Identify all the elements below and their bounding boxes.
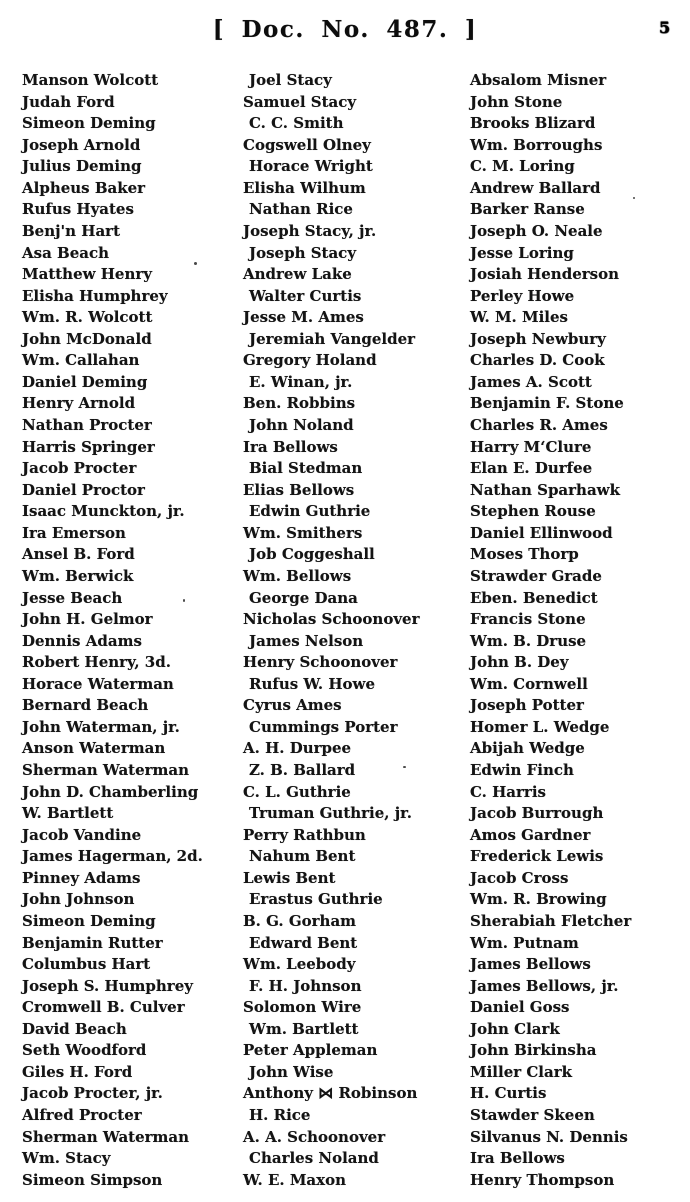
name-entry: Anthony ⋈ Robinson: [243, 1084, 418, 1103]
name-entry: Simeon Simpson: [22, 1170, 163, 1189]
name-entry: Jesse M. Ames: [243, 308, 364, 327]
name-entry: Wm. Bellows: [243, 566, 352, 585]
name-entry: Jesse Beach: [22, 588, 123, 607]
name-entry: Harris Springer: [22, 437, 155, 456]
name-entry: Jacob Burrough: [470, 804, 604, 823]
name-entry: A. H. Durpee: [243, 739, 352, 758]
name-entry: Anson Waterman: [22, 739, 166, 758]
name-entry: Wm. Stacy: [22, 1149, 111, 1168]
name-entry: Elias Bellows: [243, 480, 355, 499]
name-entry: Joseph O. Neale: [470, 221, 603, 240]
name-entry: Daniel Ellinwood: [470, 523, 613, 542]
name-entry: Sherman Waterman: [22, 761, 190, 779]
name-entry: Ira Bellows: [243, 437, 338, 456]
name-entry: E. Winan, jr.: [249, 372, 353, 391]
name-entry: Ansel B. Ford: [22, 545, 135, 564]
name-entry: Wm. Putnam: [470, 933, 579, 952]
name-entry: Charles Noland: [249, 1149, 379, 1168]
name-entry: W. Bartlett: [22, 804, 114, 823]
name-entry: David Beach: [22, 1019, 127, 1038]
name-entry: H. Curtis: [470, 1084, 547, 1103]
name-entry: Absalom Misner: [470, 71, 607, 89]
name-entry: Jesse Loring: [470, 243, 574, 262]
name-entry: Benj'n Hart: [22, 221, 120, 240]
name-entry: John D. Chamberling: [22, 782, 199, 801]
name-entry: Joseph Newbury: [470, 329, 606, 348]
name-entry: James Bellows: [470, 955, 591, 974]
name-entry: Andrew Lake: [243, 265, 352, 284]
name-entry: Peter Appleman: [243, 1041, 378, 1060]
name-entry: Truman Guthrie, jr.: [249, 804, 412, 823]
name-entry: Cummings Porter: [249, 717, 398, 736]
name-entry: Joseph Stacy, jr.: [243, 221, 377, 240]
name-entry: Stawder Skeen: [470, 1106, 595, 1124]
name-entry: Daniel Proctor: [22, 480, 145, 499]
name-entry: Wm. Leebody: [243, 955, 356, 974]
name-entry: Harry M‘Clure: [470, 437, 592, 456]
name-entry: Wm. Smithers: [243, 523, 363, 542]
name-entry: A. A. Schoonover: [243, 1127, 386, 1146]
name-entry: Bial Stedman: [249, 459, 363, 478]
name-entry: George Dana: [249, 588, 358, 607]
name-entry: F. H. Johnson: [249, 976, 362, 995]
name-entry: Jacob Cross: [470, 868, 569, 887]
name-entry: Nathan Procter: [22, 416, 152, 434]
name-entry: John Clark: [470, 1019, 560, 1038]
name-entry: Joseph S. Humphrey: [22, 976, 193, 995]
name-entry: John Birkinsha: [470, 1041, 597, 1060]
name-entry: Edwin Finch: [470, 761, 574, 779]
name-entry: Homer L. Wedge: [470, 717, 610, 736]
name-entry: C. L. Guthrie: [243, 782, 351, 801]
name-entry: Dennis Adams: [22, 631, 142, 650]
name-entry: Strawder Grade: [470, 566, 602, 585]
name-entry: Wm. Callahan: [22, 351, 140, 370]
name-entry: Wm. Berwick: [22, 566, 134, 585]
name-entry: Joseph Potter: [470, 696, 584, 715]
name-entry: Frederick Lewis: [470, 847, 604, 866]
name-entry: Abijah Wedge: [470, 739, 585, 758]
name-entry: C. M. Loring: [470, 157, 575, 176]
name-entry: Henry Thompson: [470, 1170, 615, 1189]
name-entry: Alfred Procter: [22, 1106, 142, 1124]
name-entry: Rufus W. Howe: [249, 674, 375, 693]
name-entry: Rufus Hyates: [22, 200, 134, 219]
name-entry: Ben. Robbins: [243, 394, 356, 413]
name-entry: Asa Beach: [22, 243, 110, 262]
name-entry: Wm. Borroughs: [470, 135, 603, 154]
name-entry: Stephen Rouse: [470, 502, 596, 521]
name-entry: Wm. Cornwell: [470, 674, 588, 693]
name-entry: Daniel Goss: [470, 998, 570, 1017]
name-entry: Perry Rathbun: [243, 825, 366, 844]
name-entry: John Wise: [249, 1062, 334, 1081]
name-entry: John Waterman, jr.: [22, 717, 180, 736]
name-entry: John B. Dey: [470, 653, 569, 672]
page-number: 5: [658, 18, 670, 37]
name-entry: Pinney Adams: [22, 868, 141, 887]
name-entry: Silvanus N. Dennis: [470, 1127, 628, 1146]
name-entry: Ira Emerson: [22, 523, 126, 542]
name-entry: Gregory Holand: [243, 351, 377, 370]
name-entry: Manson Wolcott: [22, 71, 159, 89]
name-entry: Sherabiah Fletcher: [470, 911, 632, 930]
name-entry: Francis Stone: [470, 610, 586, 629]
name-entry: Andrew Ballard: [470, 178, 601, 197]
name-entry: Seth Woodford: [22, 1041, 147, 1060]
name-entry: Giles H. Ford: [22, 1062, 133, 1081]
ink-speck: [194, 262, 197, 265]
name-entry: Cromwell B. Culver: [22, 998, 185, 1017]
name-entry: Job Coggeshall: [249, 545, 375, 564]
name-entry: Z. B. Ballard: [249, 761, 356, 779]
name-entry: Edward Bent: [249, 933, 358, 952]
name-entry: Wm. Bartlett: [249, 1019, 359, 1038]
name-entry: Columbus Hart: [22, 955, 151, 974]
name-entry: Sherman Waterman: [22, 1127, 190, 1146]
name-entry: Brooks Blizard: [470, 114, 596, 133]
name-entry: Amos Gardner: [470, 825, 591, 844]
name-entry: C. Harris: [470, 782, 546, 801]
name-entry: Samuel Stacy: [243, 92, 357, 111]
name-entry: Joseph Arnold: [22, 135, 141, 154]
name-entry: Horace Wright: [249, 157, 373, 176]
name-entry: Elisha Wilhum: [243, 178, 366, 197]
name-entry: Nathan Sparhawk: [470, 480, 620, 499]
name-entry: W. M. Miles: [470, 308, 568, 327]
name-entry: Alpheus Baker: [22, 178, 146, 197]
name-entry: John Noland: [249, 416, 354, 434]
name-entry: Jacob Procter, jr.: [22, 1084, 163, 1103]
name-entry: W. E. Maxon: [243, 1170, 347, 1189]
name-entry: C. C. Smith: [249, 114, 344, 133]
name-entry: H. Rice: [249, 1106, 311, 1124]
name-entry: Horace Waterman: [22, 674, 174, 693]
name-entry: Wm. R. Wolcott: [22, 308, 153, 327]
name-entry: James Bellows, jr.: [470, 976, 619, 995]
name-entry: Nahum Bent: [249, 847, 356, 866]
name-entry: Perley Howe: [470, 286, 575, 305]
name-entry: John Johnson: [22, 890, 135, 909]
name-entry: Daniel Deming: [22, 372, 148, 391]
name-entry: Josiah Henderson: [470, 265, 620, 284]
doc-number-heading: [ Doc. No. 487. ]: [212, 16, 478, 43]
name-entry: B. G. Gorham: [243, 911, 357, 930]
name-entry: John McDonald: [22, 329, 152, 348]
name-entry: James Hagerman, 2d.: [22, 847, 203, 866]
name-entry: Isaac Munckton, jr.: [22, 502, 185, 521]
name-entry: Miller Clark: [470, 1062, 573, 1081]
name-entry: Joel Stacy: [249, 71, 332, 89]
name-entry: Edwin Guthrie: [249, 502, 371, 521]
name-entry: Erastus Guthrie: [249, 890, 383, 909]
name-entry: Eben. Benedict: [470, 588, 598, 607]
ink-speck: [403, 766, 406, 768]
name-entry: Elisha Humphrey: [22, 286, 168, 305]
name-entry: Nathan Rice: [249, 200, 353, 219]
name-entry: Simeon Deming: [22, 114, 156, 133]
name-entry: Lewis Bent: [243, 868, 336, 887]
name-entry: Nicholas Schoonover: [243, 610, 420, 629]
name-entry: Jeremiah Vangelder: [249, 329, 416, 348]
name-entry: Ira Bellows: [470, 1149, 565, 1168]
name-entry: Jacob Vandine: [22, 825, 142, 844]
name-entry: Simeon Deming: [22, 911, 156, 930]
ink-speck: [633, 197, 635, 199]
name-entry: Judah Ford: [22, 92, 115, 111]
name-entry: Henry Schoonover: [243, 653, 398, 672]
name-entry: Matthew Henry: [22, 265, 153, 284]
name-entry: Joseph Stacy: [249, 243, 357, 262]
name-entry: Solomon Wire: [243, 998, 362, 1017]
name-entry: James A. Scott: [470, 372, 592, 391]
name-entry: Wm. R. Browing: [470, 890, 607, 909]
name-entry: Robert Henry, 3d.: [22, 653, 171, 672]
name-entry: Bernard Beach: [22, 696, 149, 715]
name-entry: Benjamin Rutter: [22, 933, 163, 952]
name-entry: Walter Curtis: [249, 286, 362, 305]
name-entry: Barker Ranse: [470, 200, 585, 219]
name-entry: John H. Gelmor: [22, 610, 153, 629]
name-entry: James Nelson: [249, 631, 364, 650]
ink-speck: [183, 599, 185, 602]
name-entry: Jacob Procter: [22, 459, 137, 478]
name-entry: Elan E. Durfee: [470, 459, 593, 478]
name-entry: Henry Arnold: [22, 394, 136, 413]
name-entry: Wm. B. Druse: [470, 631, 587, 650]
name-entry: Charles D. Cook: [470, 351, 605, 370]
name-entry: Benjamin F. Stone: [470, 394, 624, 413]
name-entry: John Stone: [470, 92, 563, 111]
name-entry: Julius Deming: [22, 157, 142, 176]
name-entry: Moses Thorp: [470, 545, 579, 564]
name-entry: Charles R. Ames: [470, 416, 608, 434]
name-entry: Cogswell Olney: [243, 135, 371, 154]
name-entry: Cyrus Ames: [243, 696, 342, 715]
names-grid: [22, 70, 684, 1191]
